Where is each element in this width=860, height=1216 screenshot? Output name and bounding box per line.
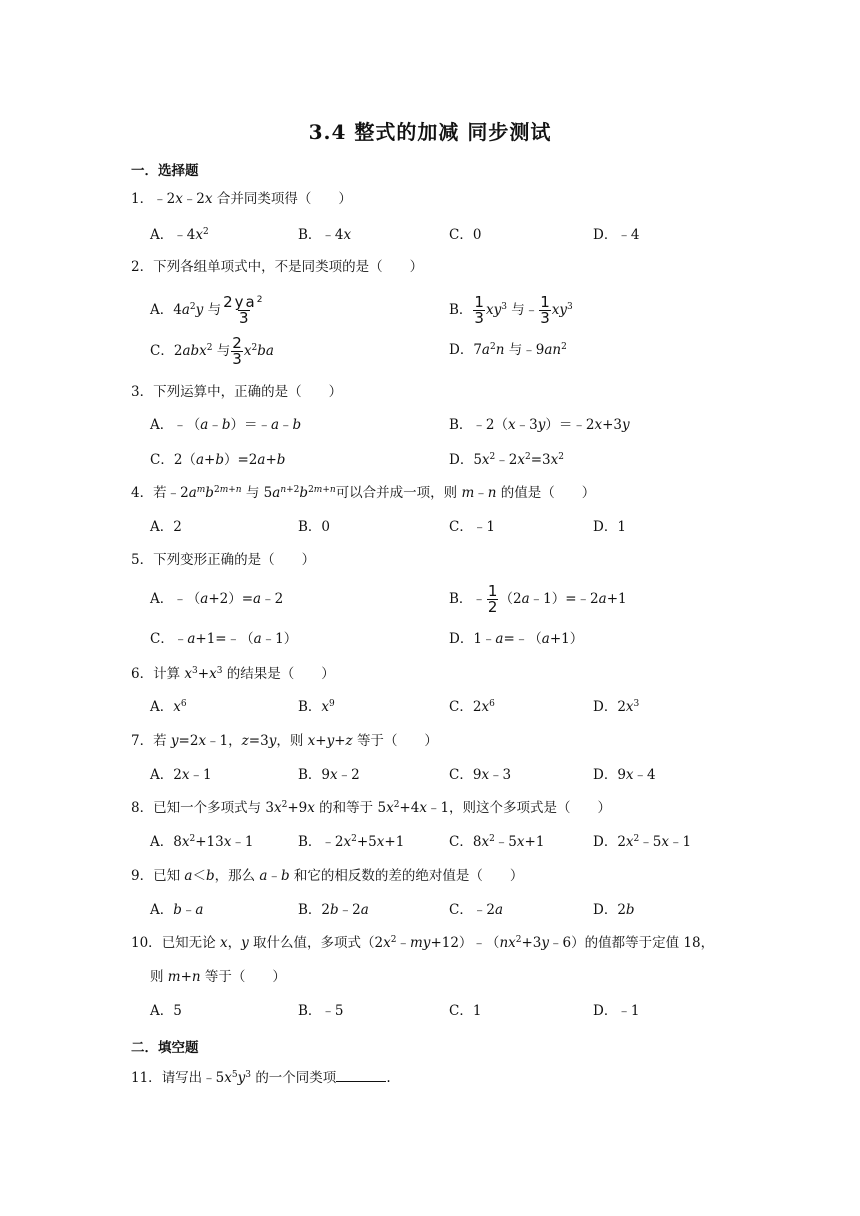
q10-option-c[interactable]: C．1: [449, 1003, 482, 1019]
q5-option-a[interactable]: A．﹣（a+2）=a﹣2: [150, 591, 284, 607]
q4-option-a[interactable]: A．2: [150, 519, 182, 535]
question-5: 5．下列变形正确的是（ ）: [131, 552, 316, 568]
q8-option-d[interactable]: D．$2x^2﹣5x﹣1$: [593, 834, 692, 850]
q3-option-b[interactable]: B．﹣2（x﹣3y）＝﹣2x+3y: [449, 417, 630, 433]
question-7: 7．若 y=2x﹣1，z=3y，则 x+y+z 等于（ ）: [131, 733, 438, 749]
q7-option-b[interactable]: B．9x﹣2: [298, 767, 360, 783]
q6-option-b[interactable]: B．$x^9$: [298, 699, 335, 715]
q9-option-a[interactable]: A．b﹣a: [150, 902, 204, 918]
q2-option-c[interactable]: C．2abx$^2$ 与 $\frac{2}{3}$ $x^2ba$: [150, 334, 274, 368]
q2-option-b[interactable]: B． $\frac{1}{3}$ $xy^3$ 与﹣ $\frac{1}{3}$ $xy^3$: [449, 293, 573, 327]
q5-option-b[interactable]: B．﹣ $\frac{1}{2}$ （2a﹣1）=﹣2a+1: [449, 582, 627, 616]
q5-option-d[interactable]: D．1﹣a=﹣（a+1）: [449, 631, 584, 647]
q10-option-d[interactable]: D．﹣1: [593, 1003, 640, 1019]
q4-option-c[interactable]: C．﹣1: [449, 519, 495, 535]
question-1: 1．﹣2x﹣2x 合并同类项得（ ）: [131, 191, 352, 207]
q7-option-a[interactable]: A．2x﹣1: [150, 767, 212, 783]
q3-option-c[interactable]: C．2（a+b）=2a+b: [150, 452, 286, 468]
q4-option-b[interactable]: B．0: [298, 519, 331, 535]
q3-option-d[interactable]: D．$5x^2﹣2x^2=3x^2$: [449, 452, 564, 468]
q7-option-d[interactable]: D．9x﹣4: [593, 767, 656, 783]
question-3: 3．下列运算中，正确的是（ ）: [131, 384, 343, 400]
section-heading-fill: 二．填空题: [131, 1040, 199, 1056]
q6-option-d[interactable]: D．$2x^3$: [593, 699, 640, 715]
q5-option-c[interactable]: C．﹣a+1=﹣（a﹣1）: [150, 631, 298, 647]
question-9: 9．已知 a＜b，那么 a﹣b 和它的相反数的差的绝对值是（ ）: [131, 868, 524, 884]
q3-option-a[interactable]: A．﹣（a﹣b）＝﹣a﹣b: [150, 417, 302, 433]
q6-option-a[interactable]: A．$x^6$: [150, 699, 187, 715]
q1-option-d[interactable]: D．﹣4: [593, 227, 640, 243]
question-6: 6．计算 $x^3+x^3$ 的结果是（ ）: [131, 666, 335, 682]
q8-option-c[interactable]: C．$8x^2﹣5x+1$: [449, 834, 545, 850]
q10-option-b[interactable]: B．﹣5: [298, 1003, 344, 1019]
question-10: 10．已知无论 x，y 取什么值，多项式$(2x^2﹣my+12)﹣(nx^2+3y﹣6)$的值都等于定值 18，: [131, 935, 715, 951]
q8-option-a[interactable]: A．$8x^2+13x﹣1$: [150, 834, 254, 850]
question-8: 8．已知一个多项式与 $3x^2+9x$ 的和等于 $5x^2+4x﹣1$，则这个多项式是（ ）: [131, 800, 612, 816]
question-2: 2．下列各组单项式中，不是同类项的是（ ）: [131, 259, 424, 275]
q9-option-b[interactable]: B．2b﹣2a: [298, 902, 369, 918]
answer-blank[interactable]: [336, 1069, 386, 1082]
q7-option-c[interactable]: C．9x﹣3: [449, 767, 512, 783]
q8-option-b[interactable]: B．$﹣2x^2+5x+1$: [298, 834, 405, 850]
section-heading-choice: 一．选择题: [131, 163, 199, 179]
q6-option-c[interactable]: C．$2x^6$: [449, 699, 495, 715]
q1-option-a[interactable]: A．$﹣4x^2$: [150, 227, 209, 243]
q4-option-d[interactable]: D．1: [593, 519, 626, 535]
q2-option-d[interactable]: D．$7a^2n$ 与$﹣9an^2$: [449, 342, 567, 358]
question-4: 4．若$﹣2a^mb^{2m+n}$ 与 $5a^{n+2}b^{2m+n}$可以合并成一项，则 m﹣n 的值是（ ）: [131, 485, 596, 501]
q2-option-a[interactable]: A．$4a^2y$ 与 $\frac{2ya^2}{3}$: [150, 293, 265, 327]
q1-option-c[interactable]: C．0: [449, 227, 482, 243]
q9-option-d[interactable]: D．2b: [593, 902, 635, 918]
q9-option-c[interactable]: C．﹣2a: [449, 902, 503, 918]
q1-option-b[interactable]: B．﹣4x: [298, 227, 352, 243]
q10-option-a[interactable]: A．5: [150, 1003, 182, 1019]
question-10-line-2: 则 m+n 等于（ ）: [150, 969, 286, 985]
question-11: 11．请写出$﹣5x^5y^3$ 的一个同类项 .: [131, 1070, 391, 1086]
page-title: 3.4 整式的加减 同步测试: [308, 120, 552, 144]
